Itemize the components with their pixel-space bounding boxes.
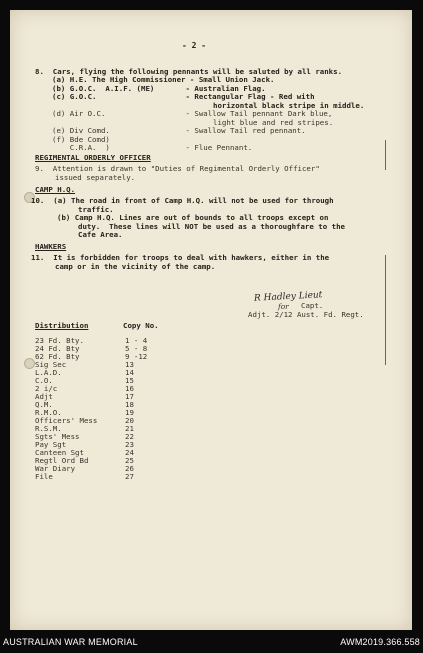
footer-accession-number: AWM2019.366.558 [340,637,420,647]
distribution-recipient: Canteen Sgt [35,448,84,457]
distribution-copy-number: 9 -12 [125,352,148,361]
distribution-copy-number: 20 [125,416,134,425]
footer-institution: AUSTRALIAN WAR MEMORIAL [3,637,138,647]
sec8-f: (f) Bde Comd) [52,135,110,144]
distribution-recipient: Pay Sgt [35,440,67,449]
sec11-line1: 11. It is forbidden for troops to deal with hawkers, either in the [31,253,330,262]
sec11-line2: camp or in the vicinity of the camp. [55,262,216,271]
sec9-line1: 9. Attention is drawn to "Duties of Regimental Orderly Officer" [35,164,320,173]
distribution-recipient: File [35,472,53,481]
distribution-recipient: Sgts' Mess [35,432,80,441]
distribution-copy-number: 13 [125,360,134,369]
distribution-copy-number: 14 [125,368,134,377]
sec8-c: (c) G.O.C. - Rectangular Flag - Red with [52,92,315,101]
distribution-recipient: Adjt [35,392,53,401]
page-number: - 2 - [182,41,207,50]
distribution-copy-number: 26 [125,464,134,473]
distribution-recipient: R.M.O. [35,408,62,417]
camp-heading: CAMP H.Q. [35,185,76,194]
distribution-recipient: 24 Fd. Bty [35,344,80,353]
distribution-copy-number: 21 [125,424,134,433]
distribution-heading: Distribution [35,321,89,330]
margin-mark [385,140,386,170]
distribution-copy-number: 23 [125,440,134,449]
sec8-a: (a) H.E. The High Commissioner - Small Union Jack. [52,75,275,84]
sec10-a-cont: traffic. [78,205,114,214]
document-page [10,10,412,630]
distribution-copy-number: 5 - 8 [125,344,148,353]
margin-mark [385,255,386,365]
sec8-d-cont: light blue and red stripes. [213,118,334,127]
distribution-recipient: 62 Fd. Bty [35,352,80,361]
sec8-g: C.R.A. ) - Flue Pennant. [52,143,253,152]
signature-capt: Capt. [301,301,324,310]
sec10-a: 10. (a) The road in front of Camp H.Q. will not be used for through [31,196,334,205]
sec10-b: (b) Camp H.Q. Lines are out of bounds to all troops except on [57,213,329,222]
distribution-recipient: 23 Fd. Bty. [35,336,84,345]
copy-no-heading: Copy No. [123,321,159,330]
distribution-copy-number: 22 [125,432,134,441]
distribution-copy-number: 1 - 4 [125,336,148,345]
sec8-e: (e) Div Comd. - Swallow Tail red pennant. [52,126,306,135]
distribution-recipient: L.A.D. [35,368,62,377]
sec8-intro: 8. Cars, flying the following pennants will be saluted by all ranks. [35,67,343,76]
punch-hole [24,358,35,369]
distribution-copy-number: 17 [125,392,134,401]
distribution-recipient: R.S.M. [35,424,62,433]
distribution-recipient: Officers' Mess [35,416,98,425]
distribution-copy-number: 15 [125,376,134,385]
distribution-copy-number: 16 [125,384,134,393]
sec8-b: (b) G.O.C. A.I.F. (ME) - Australian Flag. [52,84,266,93]
signature-for: for [278,302,289,311]
signature-title: Adjt. 2/12 Aust. Fd. Regt. [248,310,364,319]
distribution-copy-number: 24 [125,448,134,457]
distribution-copy-number: 18 [125,400,134,409]
distribution-recipient: Sig Sec [35,360,67,369]
sec10-b-cont2: Cafe Area. [78,230,123,239]
sec9-line2: issued separately. [55,173,136,182]
distribution-recipient: War Diary [35,464,76,473]
distribution-recipient: Regtl Ord Bd [35,456,89,465]
distribution-recipient: C.O. [35,376,53,385]
handwritten-signature: R Hadley Lieut [253,290,323,304]
sec10-b-cont: duty. These lines will NOT be used as a thoroughfare to the [78,222,345,231]
sec8-d: (d) Air O.C. - Swallow Tail pennant Dark blue, [52,109,333,118]
sec8-c-cont: horizontal black stripe in middle. [213,101,365,110]
hawkers-heading: HAWKERS [35,242,67,251]
distribution-recipient: Q.M. [35,400,53,409]
distribution-copy-number: 25 [125,456,134,465]
distribution-copy-number: 27 [125,472,134,481]
distribution-copy-number: 19 [125,408,134,417]
distribution-recipient: 2 i/c [35,384,58,393]
regimental-heading: REGIMENTAL ORDERLY OFFICER [35,153,151,162]
